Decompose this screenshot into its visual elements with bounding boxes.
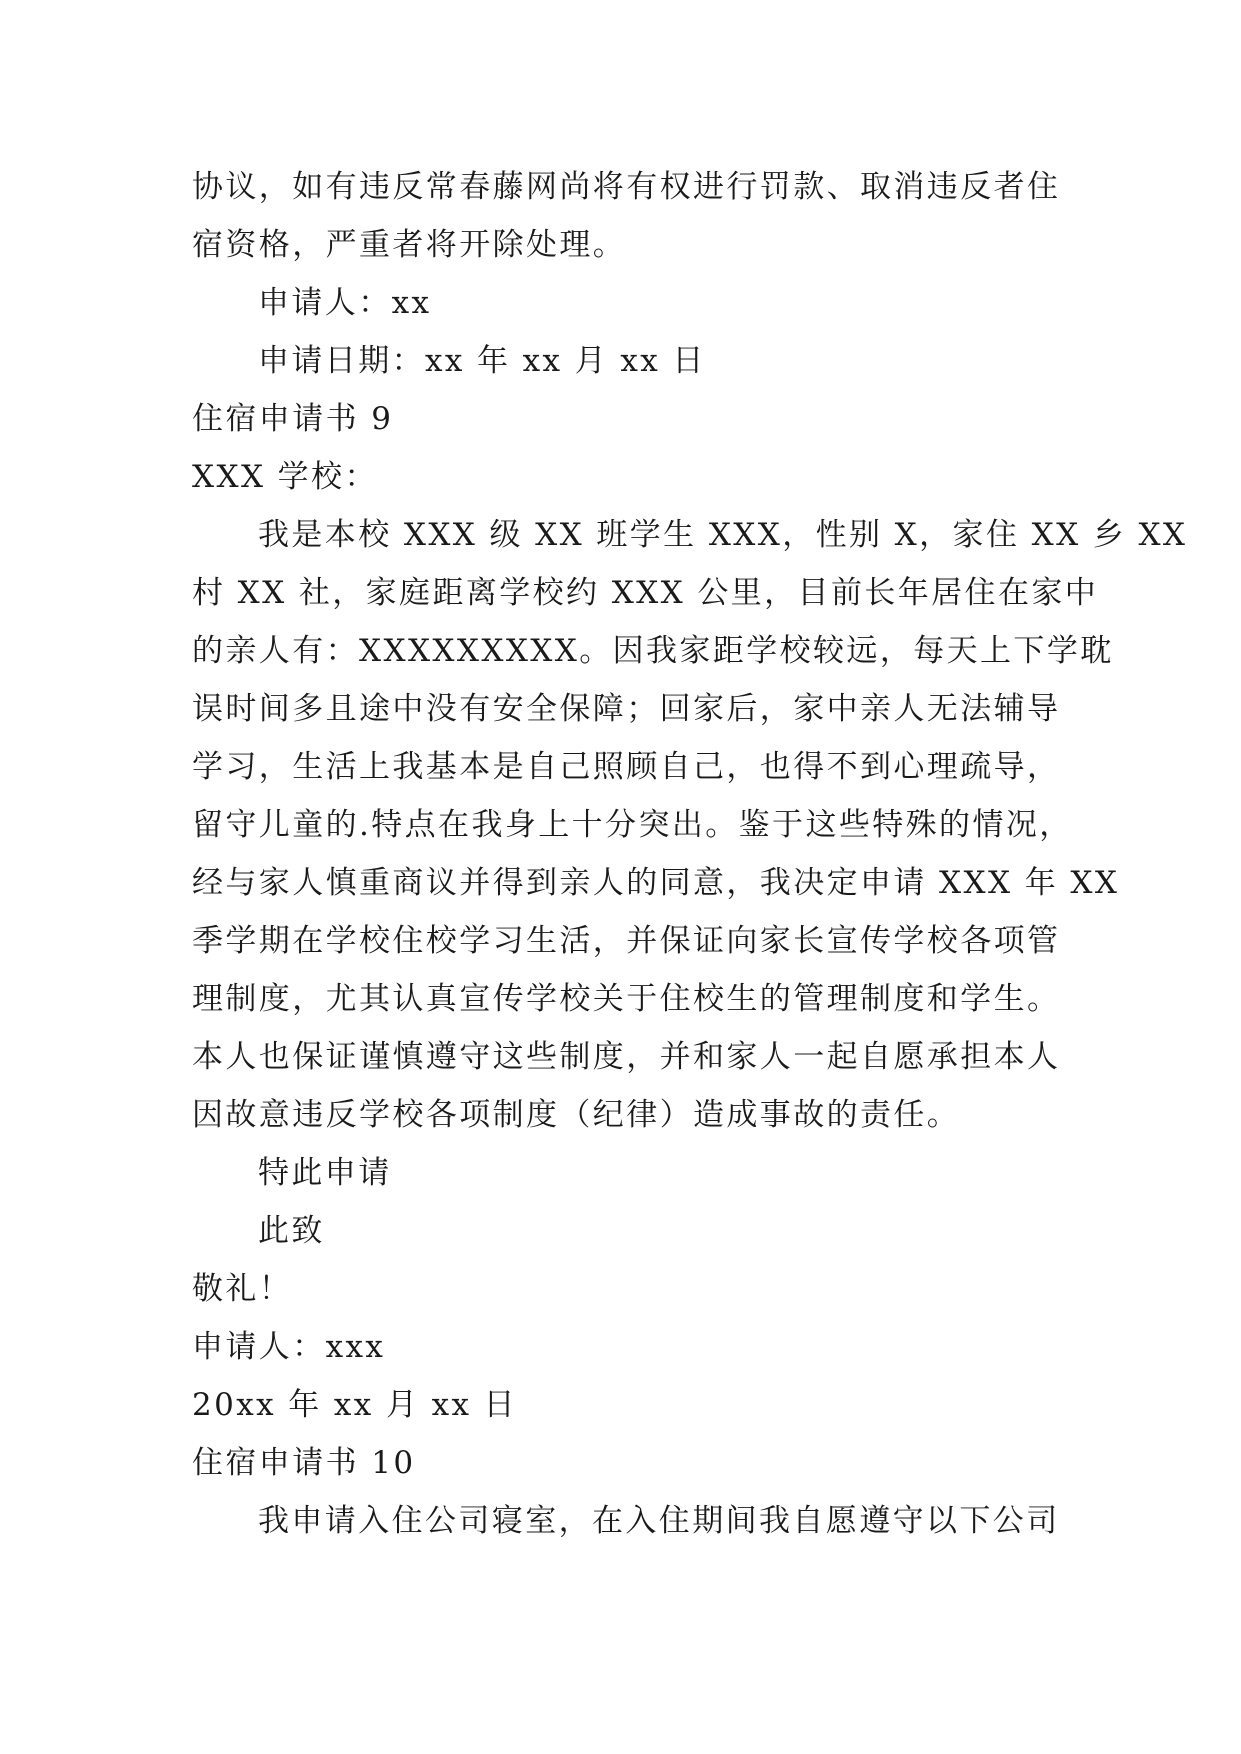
paragraph-line: 留守儿童的.特点在我身上十分突出。鉴于这些特殊的情况， <box>192 807 1073 843</box>
paragraph-line: 学习，生活上我基本是自己照顾自己，也得不到心理疏导， <box>192 749 1061 785</box>
document-body <box>192 158 1188 1550</box>
section-heading: 住宿申请书 9 <box>192 401 394 437</box>
paragraph-line: 的亲人有：XXXXXXXXX。因我家距学校较远，每天上下学耽 <box>192 633 1114 669</box>
paragraph-line: 村 XX 社，家庭距离学校约 XXX 公里，目前长年居住在家中 <box>192 575 1099 611</box>
closing-line: 敬礼！ <box>192 1271 293 1307</box>
application-date-line: 申请日期：xx 年 xx 月 xx 日 <box>258 343 706 379</box>
closing-line: 特此申请 <box>258 1155 392 1191</box>
paragraph-line: 因故意违反学校各项制度（纪律）造成事故的责任。 <box>192 1097 961 1133</box>
applicant-line: 申请人：xx <box>258 285 432 321</box>
paragraph-line: 本人也保证谨慎遵守这些制度，并和家人一起自愿承担本人 <box>192 1039 1061 1075</box>
date-line: 20xx 年 xx 月 xx 日 <box>192 1387 518 1423</box>
paragraph-line: 我申请入住公司寝室，在入住期间我自愿遵守以下公司 <box>258 1503 1060 1539</box>
text-line: 协议，如有违反常春藤网尚将有权进行罚款、取消违反者住 <box>192 169 1061 205</box>
section-heading: 住宿申请书 10 <box>192 1445 416 1481</box>
paragraph-line: 经与家人慎重商议并得到亲人的同意，我决定申请 XXX 年 XX <box>192 865 1120 901</box>
paragraph-line: 误时间多且途中没有安全保障；回家后，家中亲人无法辅导 <box>192 691 1061 727</box>
paragraph-line: 我是本校 XXX 级 XX 班学生 XXX，性别 X，家住 XX 乡 XX <box>258 517 1188 553</box>
salutation: XXX 学校： <box>192 459 378 495</box>
text-line: 宿资格，严重者将开除处理。 <box>192 227 627 263</box>
paragraph-line: 季学期在学校住校学习生活，并保证向家长宣传学校各项管 <box>192 923 1061 959</box>
paragraph-line: 理制度，尤其认真宣传学校关于住校生的管理制度和学生。 <box>192 981 1061 1017</box>
applicant-line: 申请人：xxx <box>192 1329 386 1365</box>
closing-line: 此致 <box>258 1213 325 1249</box>
